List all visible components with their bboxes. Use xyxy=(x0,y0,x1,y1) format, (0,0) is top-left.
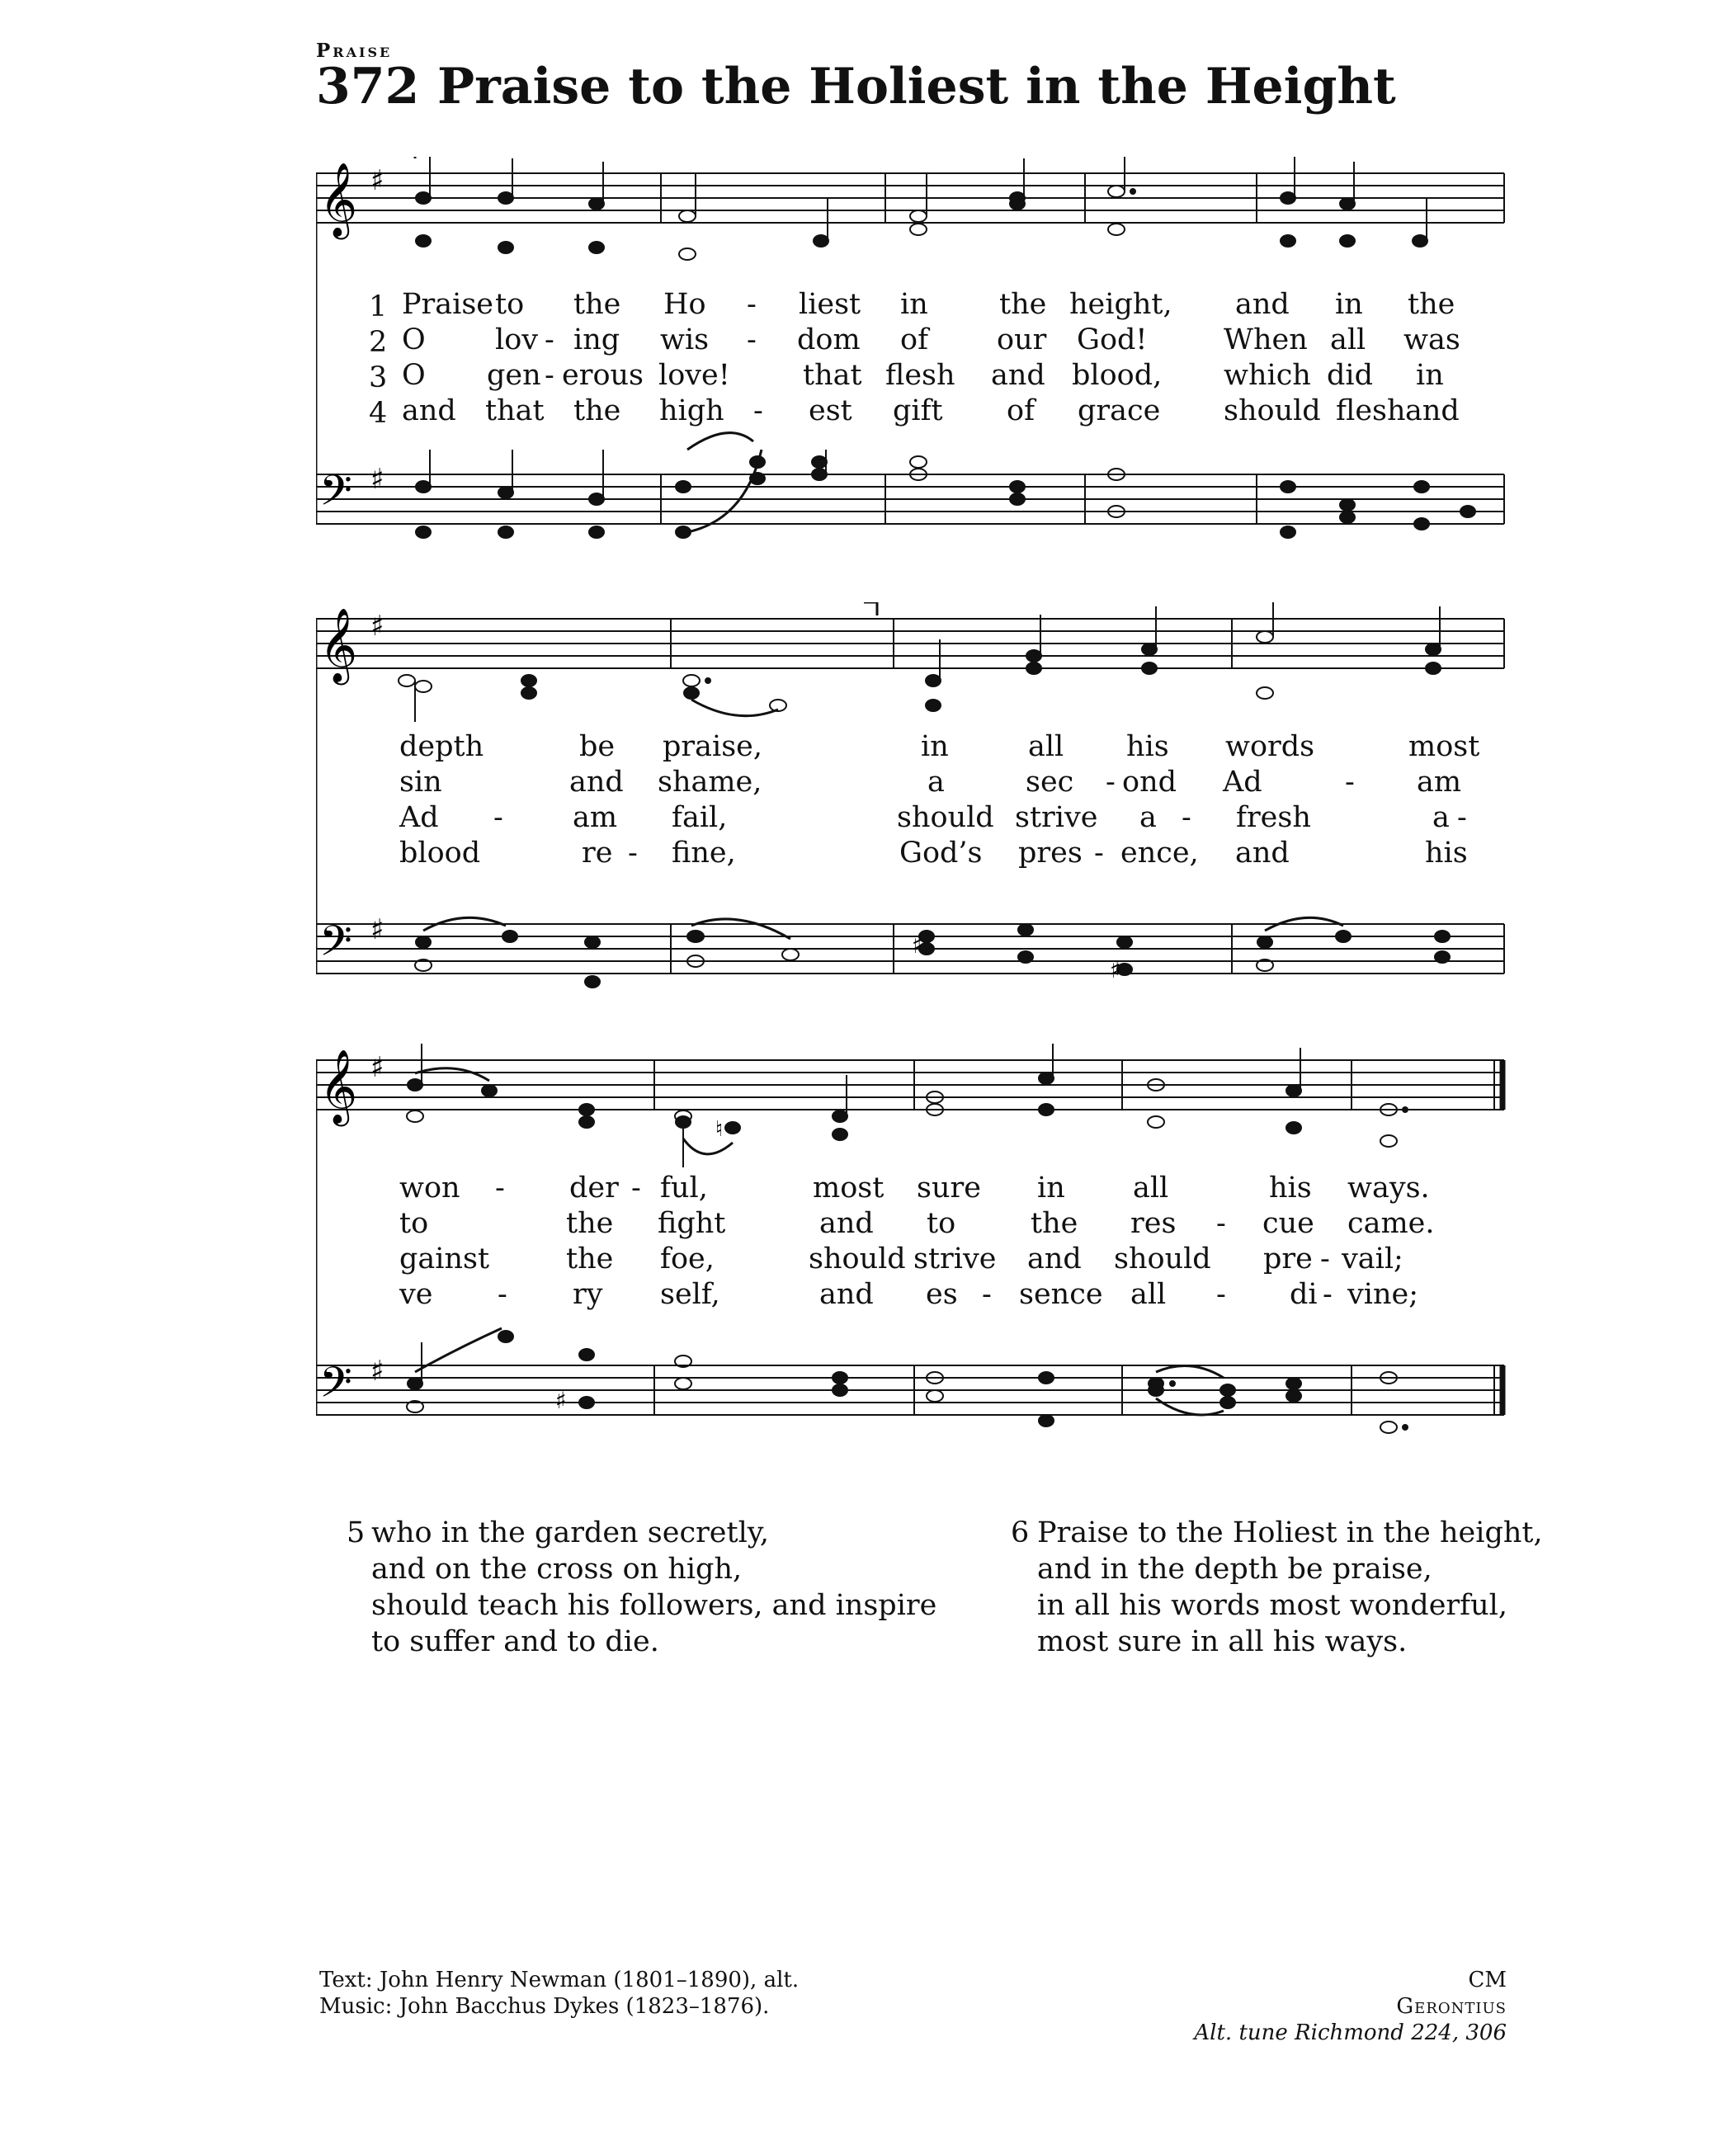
stanza-5 xyxy=(371,1515,936,1660)
lyric-syllable: am xyxy=(573,801,618,834)
lyric-syllable: gainst xyxy=(399,1242,490,1275)
lyric-syllable: - xyxy=(1457,801,1467,834)
treble-clef-icon: 𝄞 xyxy=(319,163,358,237)
lyric-syllable: God! xyxy=(1077,323,1148,356)
section-heading: Praise xyxy=(316,40,393,62)
verse-number: 1 xyxy=(369,290,388,323)
lyric-syllable: the xyxy=(566,1242,614,1275)
lyric-syllable: - xyxy=(747,288,757,321)
stanza-line: in all his words most wonderful, xyxy=(1037,1589,1507,1622)
lyric-syllable: - xyxy=(982,1278,992,1311)
lyric-syllable: When xyxy=(1224,323,1308,356)
lyric-syllable: vail; xyxy=(1342,1242,1403,1275)
lyric-syllable: did xyxy=(1327,359,1374,392)
lyric-syllable: cue xyxy=(1262,1207,1314,1240)
lyric-syllable: all xyxy=(1028,730,1064,763)
lyric-syllable: - xyxy=(545,359,554,392)
text-credit: Text: John Henry Newman (1801–1890), alt. xyxy=(319,1968,800,1992)
tune-name: Gerontius xyxy=(1396,1994,1507,2019)
lyric-syllable: ence, xyxy=(1120,837,1199,870)
lyric-syllable: vine; xyxy=(1347,1278,1419,1311)
lyric-syllable: gen xyxy=(487,359,541,392)
lyric-syllable: ways. xyxy=(1347,1172,1430,1205)
lyric-syllable: blood xyxy=(399,837,481,870)
lyric-syllable: should xyxy=(1224,394,1321,427)
lyric-syllable: and xyxy=(819,1278,874,1311)
lyric-syllable: was xyxy=(1403,323,1460,356)
lyric-syllable: - xyxy=(493,801,503,834)
lyric-syllable: and xyxy=(1405,394,1460,427)
lyric-syllable: came. xyxy=(1347,1207,1435,1240)
lyric-syllable: es xyxy=(926,1278,958,1311)
stanza-line: to suffer and to die. xyxy=(371,1625,659,1658)
natural-icon: ♮ xyxy=(715,1117,724,1142)
lyric-syllable: sence xyxy=(1019,1278,1103,1311)
lyric-syllable: sec xyxy=(1026,766,1074,799)
lyric-syllable: fresh xyxy=(1236,801,1311,834)
stanza-6 xyxy=(1037,1515,1543,1660)
lyric-syllable: - xyxy=(1094,837,1104,870)
lyric-syllable: most xyxy=(1408,730,1480,763)
stanza-6-number: 6 xyxy=(1011,1516,1030,1549)
verse-number: 3 xyxy=(369,361,388,394)
sharp-icon: ♯ xyxy=(555,1387,567,1414)
lyric-syllable: - xyxy=(747,323,757,356)
lyric-syllable: dom xyxy=(797,323,861,356)
lyric-syllable: res xyxy=(1130,1207,1177,1240)
lyric-syllable: in xyxy=(921,730,949,763)
stanza-line: Praise to the Holiest in the height, xyxy=(1037,1516,1543,1549)
hymn-title: Praise to the Holiest in the Height xyxy=(437,58,1396,116)
lyric-syllable: the xyxy=(999,288,1047,321)
lyric-syllable: the xyxy=(566,1207,614,1240)
lyric-syllable: - xyxy=(753,394,763,427)
lyric-syllable: that xyxy=(803,359,862,392)
lyric-syllable: - xyxy=(1345,766,1355,799)
lyric-syllable: self, xyxy=(660,1278,720,1311)
lyric-syllable: in xyxy=(1335,288,1363,321)
lyric-syllable: his xyxy=(1269,1172,1312,1205)
lyric-syllable: to xyxy=(495,288,525,321)
lyric-syllable: di xyxy=(1290,1278,1318,1311)
lyric-syllable: - xyxy=(498,1278,507,1311)
lyric-syllable: grace xyxy=(1078,394,1161,427)
lyric-syllable: - xyxy=(1320,1242,1330,1275)
lyric-syllable: der xyxy=(569,1172,619,1205)
lyric-syllable: ing xyxy=(573,323,620,356)
lyric-syllable: God’s xyxy=(899,837,983,870)
lyric-syllable: Praise xyxy=(402,288,494,321)
lyric-syllable: est xyxy=(809,394,852,427)
sharp-icon: ♯ xyxy=(370,1355,384,1388)
lyric-syllable: flesh xyxy=(885,359,955,392)
lyric-syllable: lov xyxy=(495,323,539,356)
lyric-syllable: ond xyxy=(1122,766,1177,799)
lyric-syllable: pre xyxy=(1263,1242,1313,1275)
sharp-icon: ♯ xyxy=(370,913,384,946)
stanza-5-number: 5 xyxy=(347,1516,366,1549)
alt-tune: Alt. tune Richmond 224, 306 xyxy=(1194,2020,1507,2045)
lyric-syllable: of xyxy=(900,323,929,356)
lyric-syllable: our xyxy=(997,323,1047,356)
lyric-syllable: - xyxy=(1182,801,1191,834)
lyric-syllable: - xyxy=(1216,1207,1226,1240)
lyric-syllable: should xyxy=(1114,1242,1211,1275)
stanza-line: and in the depth be praise, xyxy=(1037,1553,1432,1586)
lyric-syllable: - xyxy=(1323,1278,1333,1311)
lyric-syllable: to xyxy=(927,1207,956,1240)
lyric-syllable: sin xyxy=(399,766,442,799)
lyric-syllable: all xyxy=(1133,1172,1169,1205)
lyric-syllable: - xyxy=(631,1172,641,1205)
sharp-icon: ♯ xyxy=(370,463,384,496)
lyric-syllable: most xyxy=(813,1172,885,1205)
lyric-syllable: won xyxy=(399,1172,460,1205)
lyric-syllable: in xyxy=(1037,1172,1065,1205)
lyric-syllable: and xyxy=(1235,288,1290,321)
lyric-syllable: and xyxy=(1027,1242,1082,1275)
sharp-icon: ♯ xyxy=(370,1051,384,1084)
lyric-syllable: O xyxy=(402,359,426,392)
lyric-syllable: the xyxy=(573,394,621,427)
treble-clef-icon: 𝄞 xyxy=(319,608,358,682)
lyric-syllable: erous xyxy=(562,359,644,392)
lyric-syllable: his xyxy=(1425,837,1468,870)
stanza-line: most sure in all his ways. xyxy=(1037,1625,1408,1658)
sharp-icon: ♯ xyxy=(1110,956,1121,983)
lyric-syllable: - xyxy=(628,837,638,870)
lyric-syllable: and xyxy=(1235,837,1290,870)
lyric-syllable: pres xyxy=(1018,837,1083,870)
lyric-syllable: be xyxy=(579,730,616,763)
lyric-syllable: a xyxy=(927,766,945,799)
lyric-syllable: Ho xyxy=(663,288,706,321)
lyric-syllable: fine, xyxy=(672,837,736,870)
lyric-syllable: blood, xyxy=(1072,359,1163,392)
lyric-syllable: should xyxy=(809,1242,906,1275)
bass-clef-icon: 𝄢 xyxy=(319,465,352,526)
lyric-syllable: Ad xyxy=(399,801,439,834)
lyric-syllable: all xyxy=(1130,1278,1167,1311)
stanza-line: who in the garden secretly, xyxy=(371,1516,770,1549)
lyric-syllable: foe, xyxy=(660,1242,715,1275)
lyric-syllable: and xyxy=(569,766,624,799)
lyric-syllable: strive xyxy=(1015,801,1098,834)
lyric-syllable: am xyxy=(1417,766,1462,799)
meter: CM xyxy=(1468,1968,1507,1992)
sharp-icon: ♯ xyxy=(370,164,384,197)
lyric-syllable: - xyxy=(1106,766,1116,799)
system-2-music xyxy=(316,602,1508,998)
lyric-syllable: a xyxy=(1432,801,1450,834)
lyric-syllable: words xyxy=(1225,730,1315,763)
lyric-syllable: re xyxy=(582,837,613,870)
music-credit: Music: John Bacchus Dykes (1823–1876). xyxy=(319,1994,770,2019)
lyric-syllable: which xyxy=(1224,359,1311,392)
lyric-syllable: in xyxy=(1416,359,1444,392)
lyric-syllable: flesh xyxy=(1336,394,1406,427)
lyric-syllable: ful, xyxy=(660,1172,708,1205)
lyric-syllable: the xyxy=(573,288,621,321)
lyric-syllable: Ad xyxy=(1223,766,1262,799)
stanza-line: should teach his followers, and inspire xyxy=(371,1589,937,1622)
lyric-syllable: ry xyxy=(573,1278,603,1311)
lyric-syllable: depth xyxy=(399,730,484,763)
lyric-syllable: O xyxy=(402,323,426,356)
bass-clef-icon: 𝄢 xyxy=(319,1357,352,1417)
lyric-syllable: liest xyxy=(799,288,861,321)
lyric-syllable: a xyxy=(1139,801,1157,834)
hymn-number: 372 xyxy=(316,58,420,116)
lyric-syllable: fight xyxy=(658,1207,726,1240)
verse-number: 4 xyxy=(369,397,388,430)
lyric-syllable: gift xyxy=(893,394,943,427)
treble-clef-icon: 𝄞 xyxy=(319,1049,358,1124)
lyric-syllable: all xyxy=(1330,323,1366,356)
lyric-syllable: high xyxy=(659,394,724,427)
lyric-syllable: shame, xyxy=(658,766,762,799)
lyric-syllable: the xyxy=(1408,288,1455,321)
lyric-syllable: sure xyxy=(917,1172,981,1205)
lyric-syllable: that xyxy=(485,394,545,427)
bass-clef-icon: 𝄢 xyxy=(319,916,352,976)
verse-number: 2 xyxy=(369,326,388,359)
lyric-syllable: in xyxy=(900,288,928,321)
lyric-syllable: ve xyxy=(399,1278,433,1311)
lyric-syllable: should xyxy=(897,801,994,834)
lyric-syllable: - xyxy=(1216,1278,1226,1311)
lyric-syllable: - xyxy=(545,323,554,356)
lyric-syllable: his xyxy=(1126,730,1169,763)
lyric-syllable: height, xyxy=(1069,288,1172,321)
lyric-syllable: and xyxy=(402,394,456,427)
lyric-syllable: - xyxy=(495,1172,505,1205)
lyric-syllable: and xyxy=(819,1207,874,1240)
lyric-syllable: wis xyxy=(660,323,710,356)
lyric-syllable: the xyxy=(1031,1207,1078,1240)
lyric-syllable: of xyxy=(1007,394,1035,427)
lyric-syllable: strive xyxy=(913,1242,997,1275)
lyric-syllable: fail, xyxy=(672,801,728,834)
lyric-syllable: praise, xyxy=(663,730,762,763)
lyric-syllable: love! xyxy=(658,359,730,392)
lyric-syllable: to xyxy=(399,1207,429,1240)
sharp-icon: ♯ xyxy=(912,931,923,959)
sharp-icon: ♯ xyxy=(370,610,384,643)
stanza-line: and on the cross on high, xyxy=(371,1553,743,1586)
lyric-syllable: and xyxy=(991,359,1045,392)
